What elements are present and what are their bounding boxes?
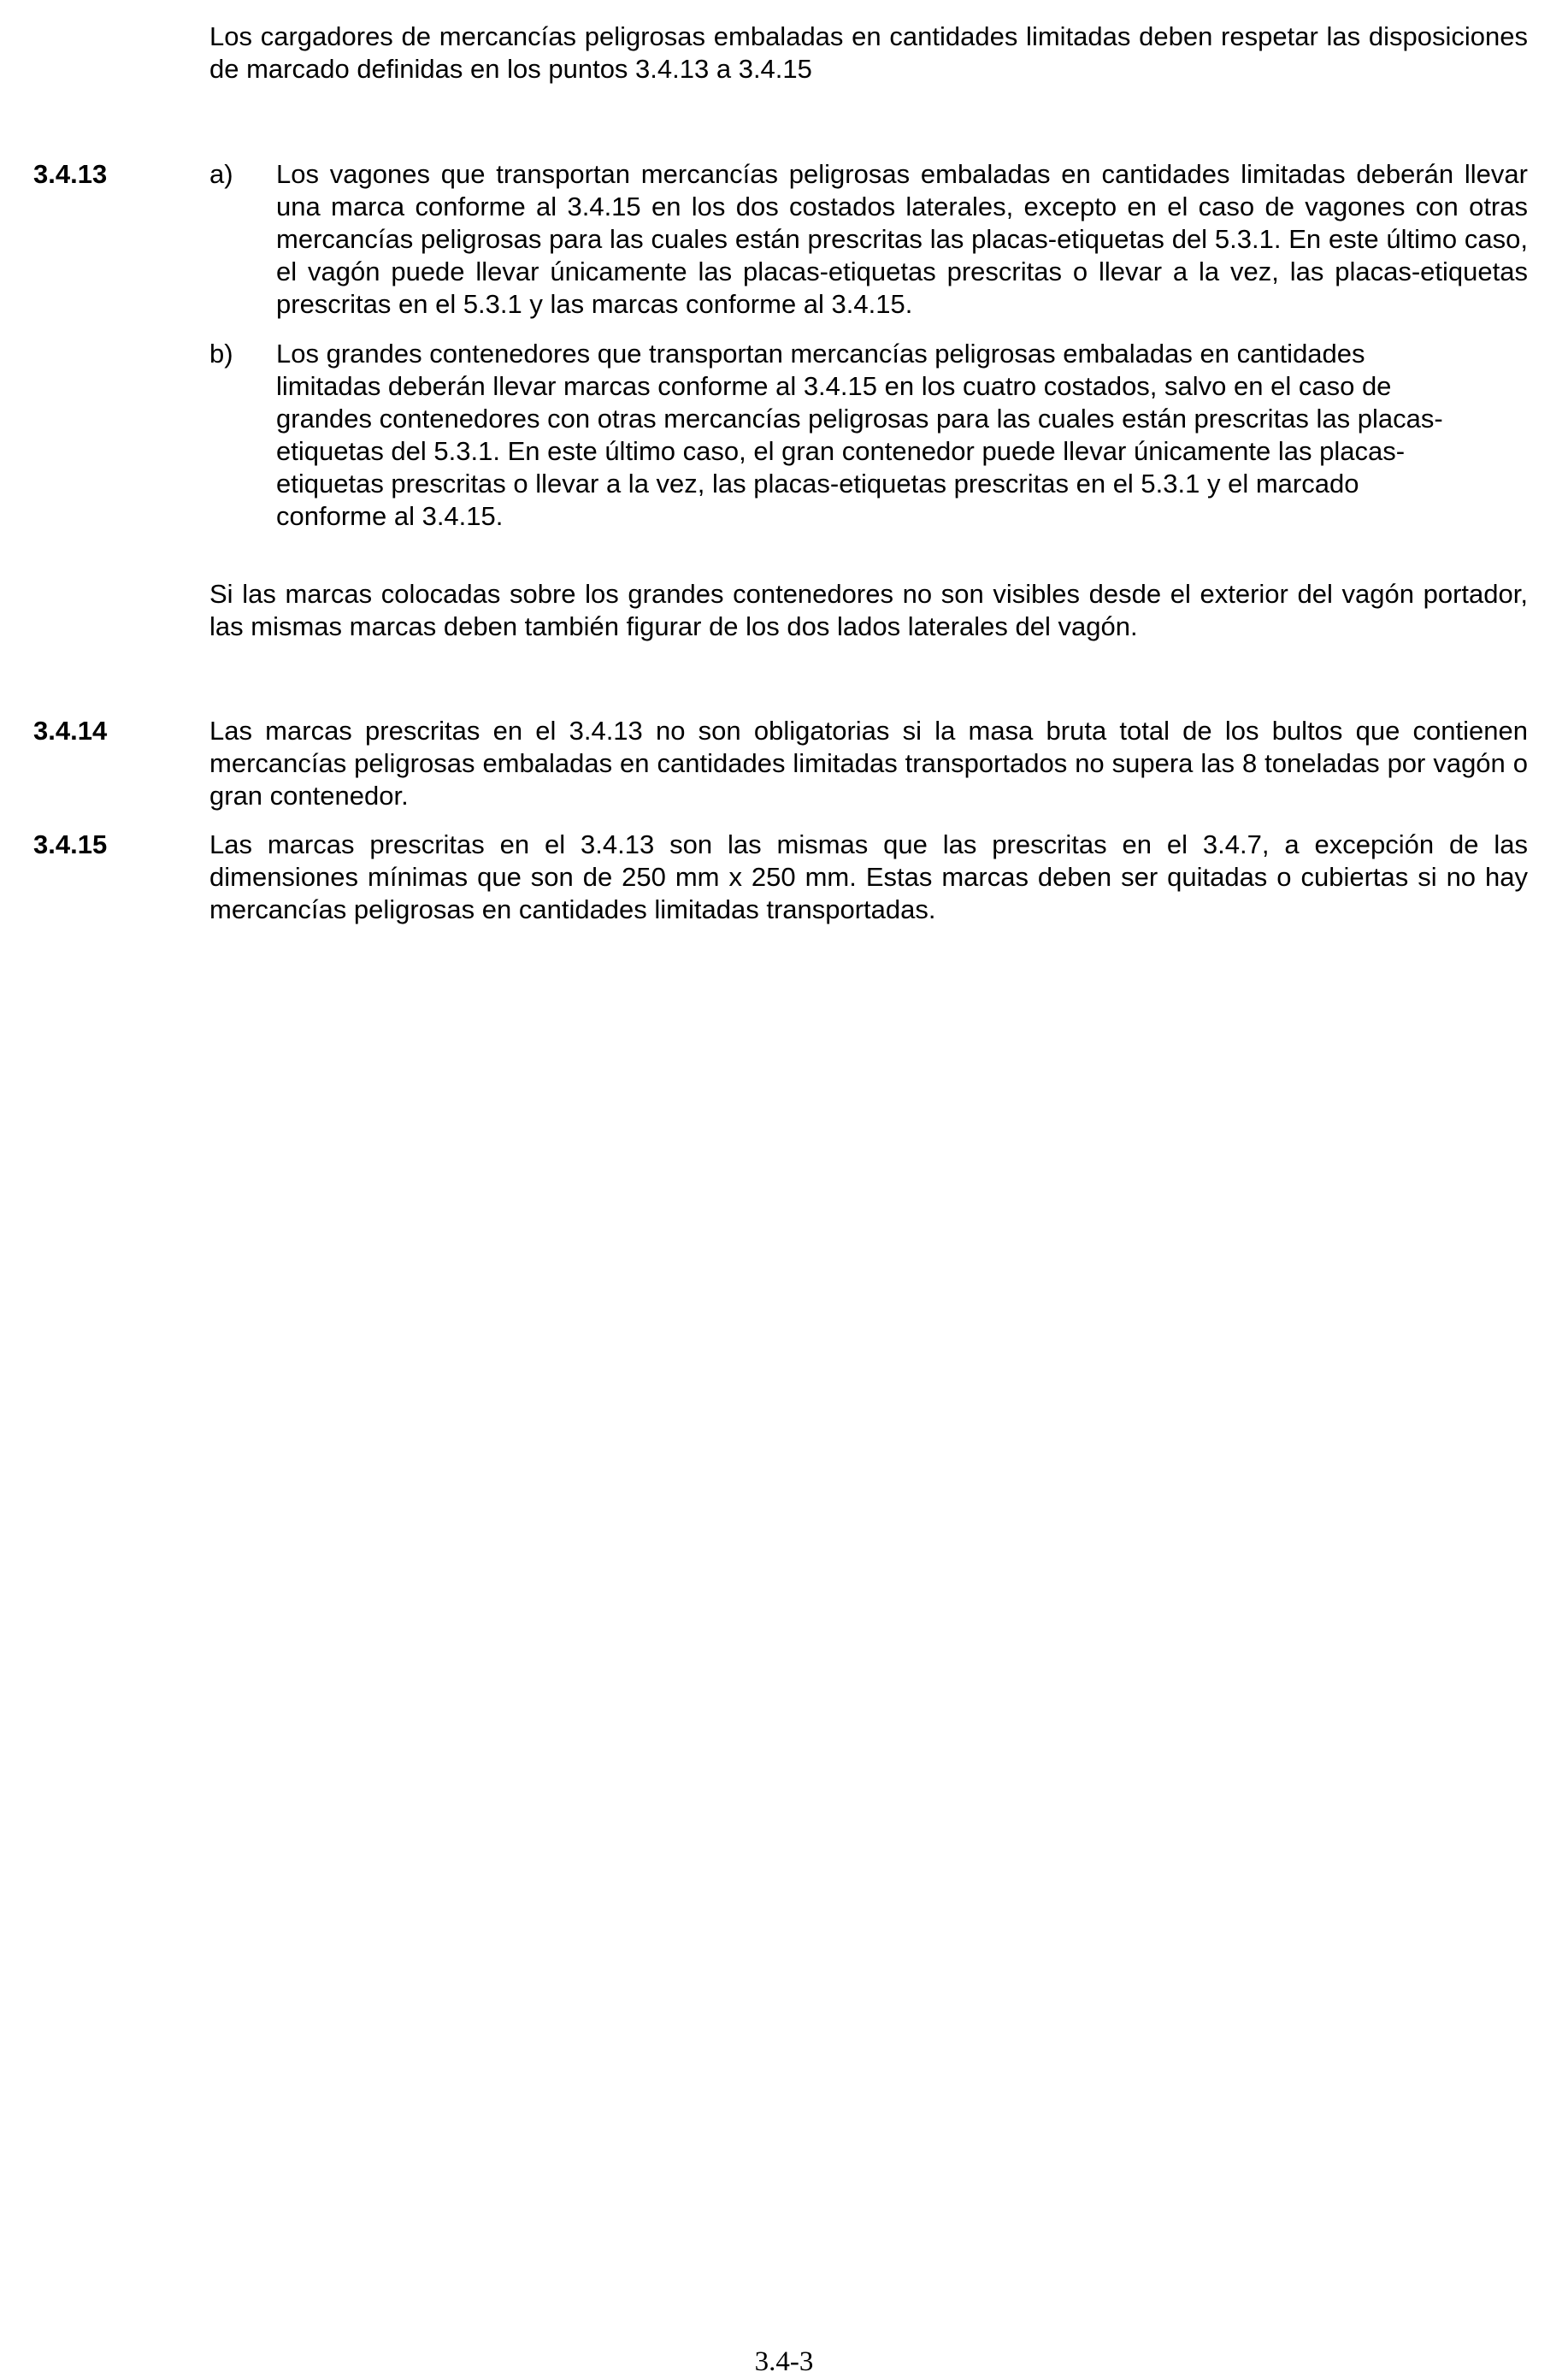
item-text-b-line: limitadas deberán llevar marcas conforme al 3.4.15 en los cuatro costados, salvo en el caso de	[276, 371, 1392, 401]
section-number-3-4-13: 3.4.13	[33, 159, 108, 189]
item-letter-a: a)	[209, 159, 233, 189]
item-text-b-line: etiquetas prescritas o llevar a la vez, las placas-etiquetas prescritas en el 5.3.1 y el marcado	[276, 469, 1359, 499]
section-number-3-4-14: 3.4.14	[33, 716, 108, 746]
item-text-b	[276, 338, 1541, 533]
item-text-b-line: etiquetas del 5.3.1. En este último caso, el gran contenedor puede llevar únicamente las placas-	[276, 436, 1406, 466]
item-text-a: Los vagones que transportan mercancías peligrosas embaladas en cantidades limitadas deberán llevar una marca conforme al 3.4.15 en los dos costados laterales, excepto en el caso de vagones con otras mercancías peligrosas para las cuales están prescritas las placas-etiquetas del 5.3.1. En este último caso, el vagón puede llevar únicamente las placas-etiquetas prescritas o llevar a la vez, las placas-etiquetas prescritas en el 5.3.1 y las marcas conforme al 3.4.15.	[276, 159, 1528, 319]
item-text-b-line: Los grandes contenedores que transportan mercancías peligrosas embaladas en cantidades	[276, 339, 1365, 369]
page-number: 3.4-3	[754, 2346, 814, 2377]
item-text-b-line: grandes contenedores con otras mercancías peligrosas para las cuales están prescritas las placas-	[276, 404, 1443, 434]
section-note-3-4-13: Si las marcas colocadas sobre los grandes contenedores no son visibles desde el exterior del vagón portador, las mismas marcas deben también figurar de los dos lados laterales del vagón.	[209, 579, 1528, 641]
item-text-b-line: conforme al 3.4.15.	[276, 501, 504, 531]
section-text-3-4-14: Las marcas prescritas en el 3.4.13 no son obligatorias si la masa bruta total de los bultos que contienen mercancías peligrosas embaladas en cantidades limitadas transportados no supera las 8 toneladas por vagón o gran contenedor.	[209, 716, 1528, 811]
section-number-3-4-15: 3.4.15	[33, 829, 108, 859]
section-text-3-4-15: Las marcas prescritas en el 3.4.13 son las mismas que las prescritas en el 3.4.7, a excepción de las dimensiones mínimas que son de 250 mm x 250 mm. Estas marcas deben ser quitadas o cubiertas si no hay mercancías peligrosas en cantidades limitadas transportadas.	[209, 829, 1528, 924]
intro-paragraph: Los cargadores de mercancías peligrosas embaladas en cantidades limitadas deben respetar las disposiciones de marcado definidas en los puntos 3.4.13 a 3.4.15	[209, 21, 1528, 84]
item-letter-b: b)	[209, 339, 233, 369]
